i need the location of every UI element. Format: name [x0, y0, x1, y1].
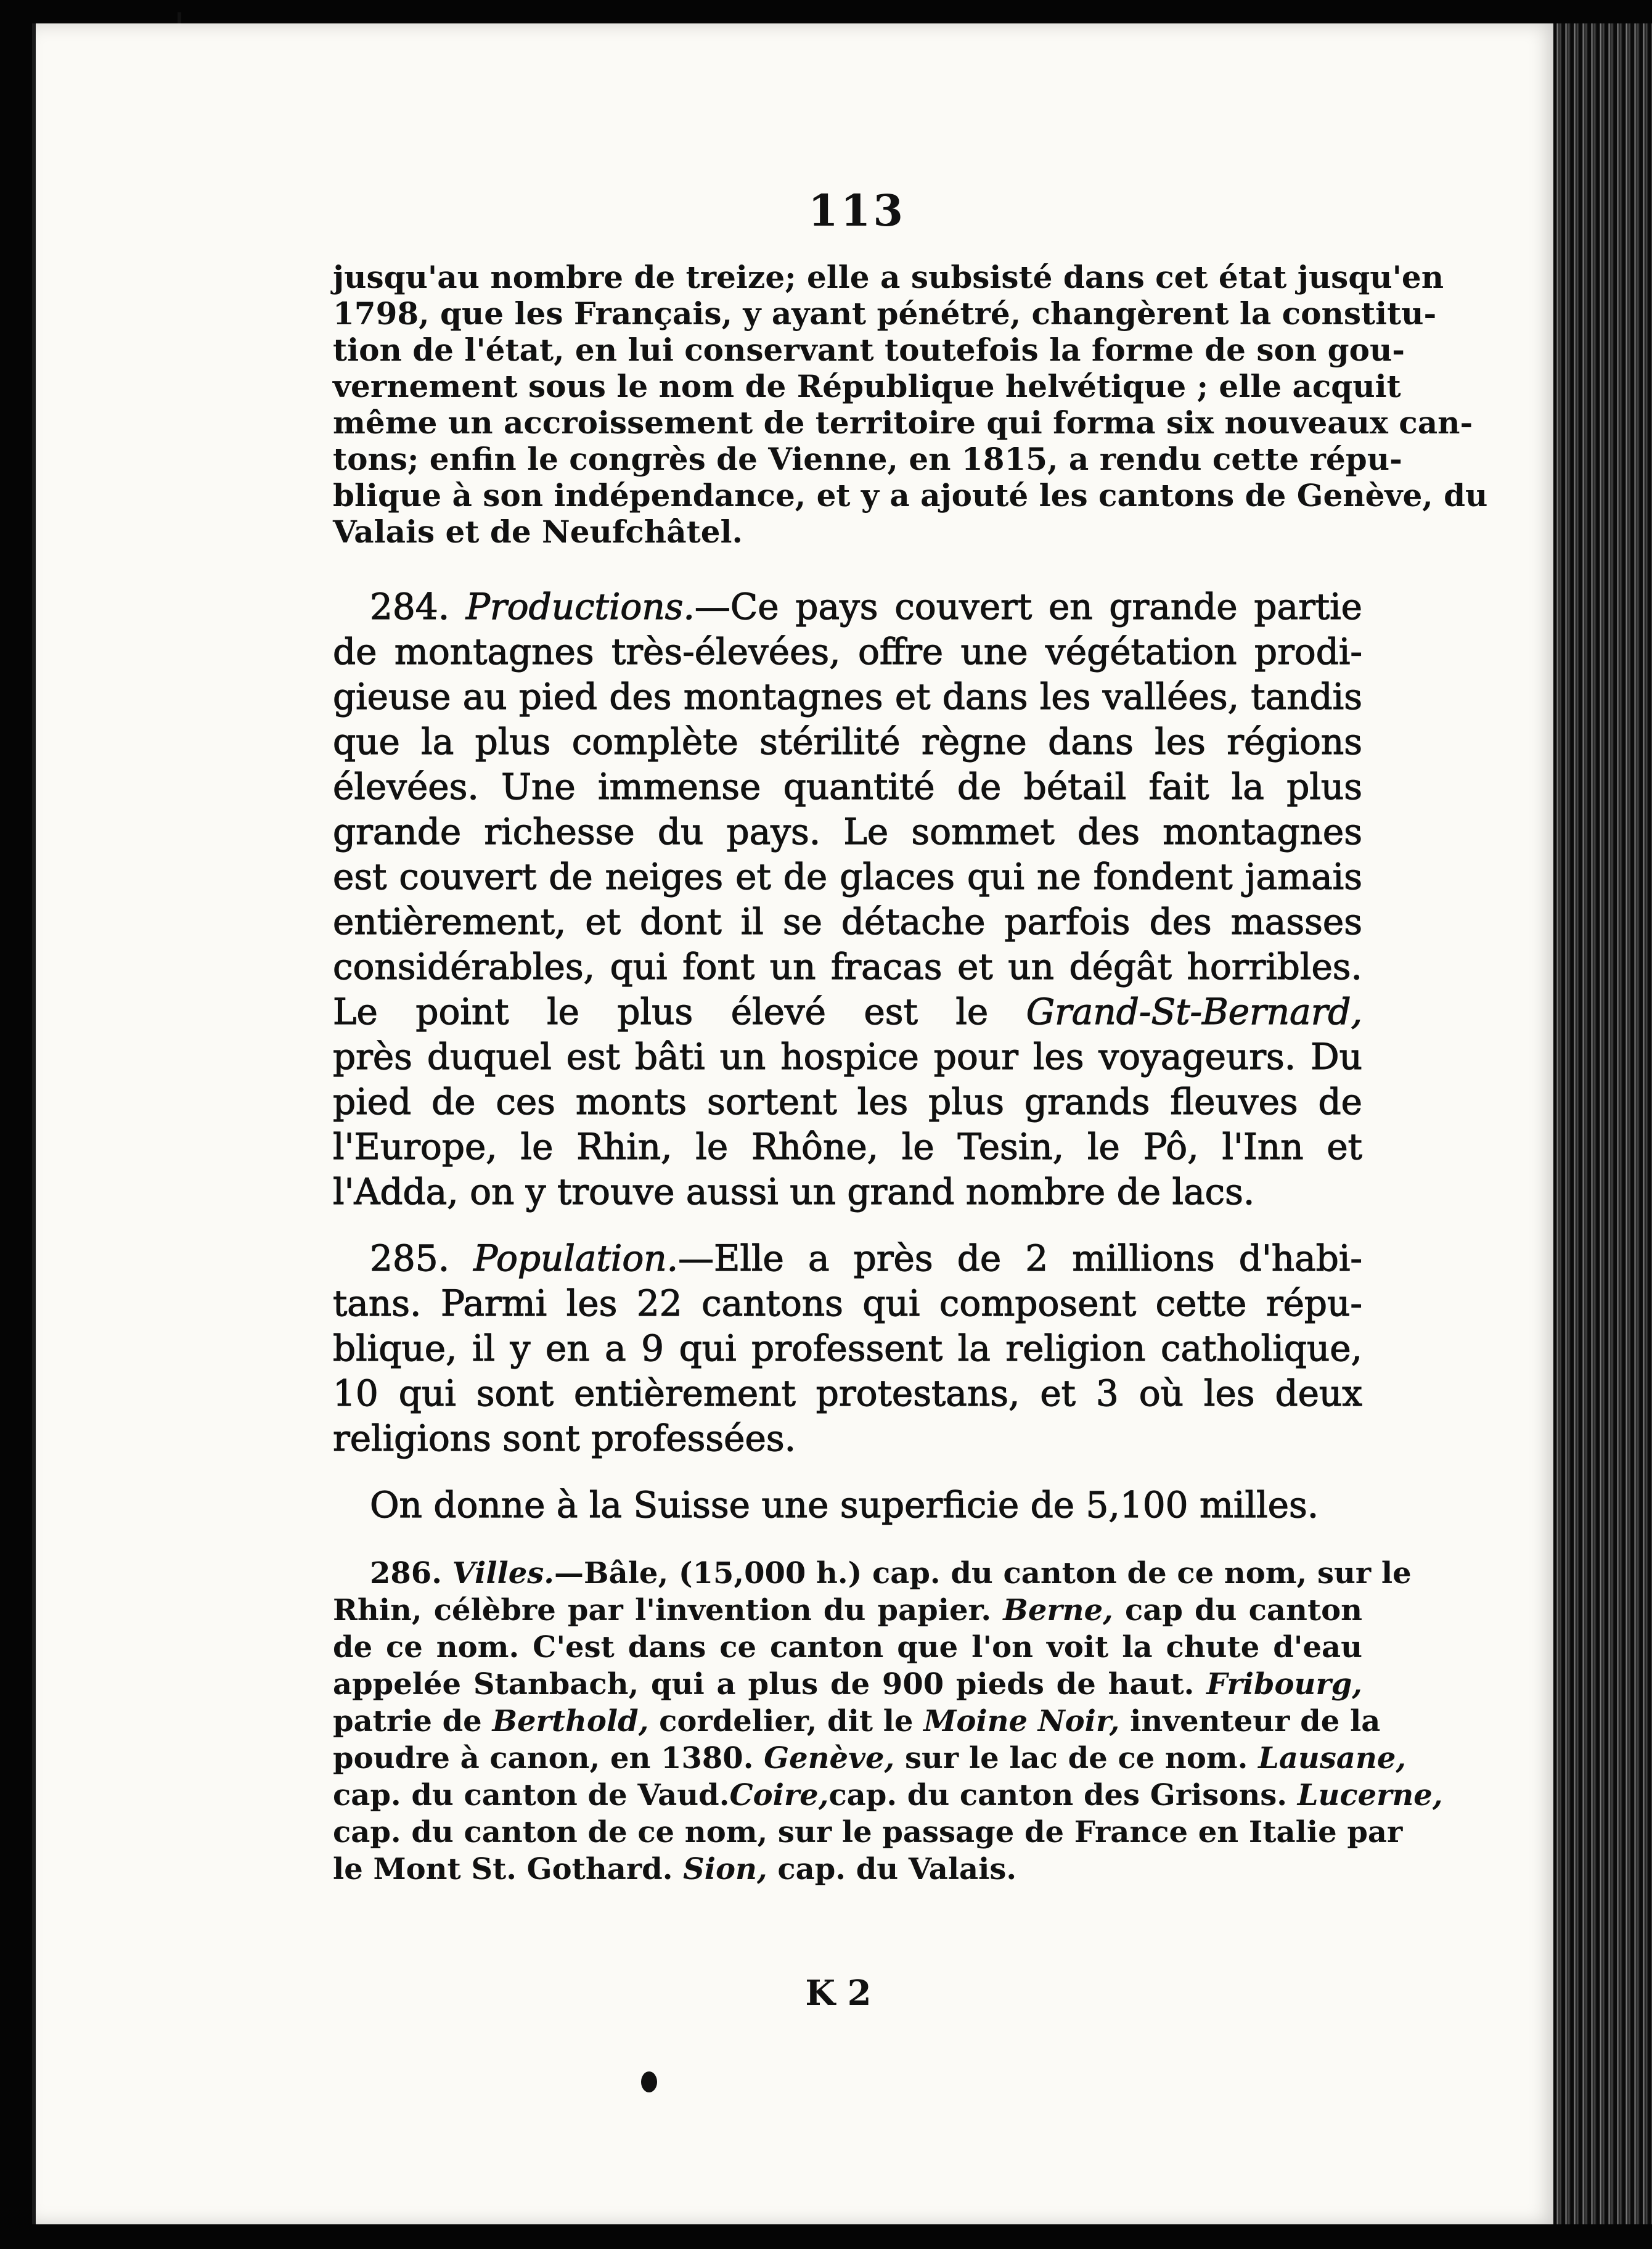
- text-line: [333, 1666, 1362, 1703]
- villes-paragraph: [333, 1555, 1443, 1888]
- text-line: vernement sous le nom de République helvétique ; elle acquit: [333, 368, 1401, 404]
- text-fragment: cap. du canton de Vaud.: [333, 1778, 730, 1813]
- section-heading-line: [333, 1236, 1362, 1281]
- text-line: [333, 1592, 1362, 1629]
- text-fragment: —Bâle, (15,000 h.) cap. du canton de ce nom, sur le: [554, 1556, 1412, 1591]
- text-fragment: cap. du canton des Grisons.: [828, 1778, 1287, 1813]
- text-fragment: —Elle a près de 2 millions d'habi-: [678, 1237, 1363, 1279]
- page-number: 113: [808, 185, 906, 236]
- city-name: Coire,: [729, 1778, 829, 1813]
- text-line: grande richesse du pays. Le sommet des montagnes: [333, 811, 1362, 853]
- text-line: Valais et de Neufchâtel.: [333, 514, 743, 550]
- text-line: [333, 1777, 1443, 1814]
- continuation-paragraph: [333, 259, 1488, 550]
- text-line: même un accroissement de territoire qui forma six nouveaux can-: [333, 404, 1473, 441]
- text-fragment: appelée Stanbach, qui a plus de 900 pieds de haut.: [333, 1667, 1195, 1702]
- text-line: tons; enfin le congrès de Vienne, en 1815, a rendu cette répu-: [333, 441, 1402, 477]
- text-line: tion de l'état, en lui conservant toutefois la forme de son gou-: [333, 332, 1405, 368]
- text-line: blique, il y en a 9 qui professent la religion catholique,: [333, 1327, 1362, 1369]
- text-fragment: Rhin, célèbre par l'invention du papier.: [333, 1593, 992, 1628]
- text-line: de ce nom. C'est dans ce canton que l'on voit la chute d'eau: [333, 1630, 1362, 1665]
- city-name: Sion,: [683, 1852, 767, 1886]
- section-title: Productions.: [465, 586, 695, 628]
- text-line: [333, 1740, 1407, 1777]
- city-name: Lucerne,: [1297, 1778, 1443, 1813]
- text-line: [333, 1703, 1381, 1740]
- text-line: 1798, que les Français, y ayant pénétré, changèrent la constitu-: [333, 295, 1437, 332]
- text-line: On donne à la Suisse une superficie de 5,100 milles.: [370, 1484, 1319, 1526]
- text-line: entièrement, et dont il se détache parfois des masses: [333, 901, 1362, 943]
- text-line: l'Europe, le Rhin, le Rhône, le Tesin, le Pô, l'Inn et: [333, 1126, 1362, 1168]
- city-name: Genève,: [764, 1741, 895, 1776]
- text-line: 10 qui sont entièrement protestans, et 3 où les deux: [333, 1372, 1362, 1414]
- text-line: religions sont professées.: [333, 1417, 796, 1459]
- text-line: tans. Parmi les 22 cantons qui composent cette répu-: [333, 1282, 1362, 1324]
- text-line: l'Adda, on y trouve aussi un grand nombre de lacs.: [333, 1171, 1255, 1213]
- text-fragment: patrie de: [333, 1704, 482, 1739]
- text-fragment: cap du canton: [1125, 1593, 1362, 1628]
- text-line: pied de ces monts sortent les plus grands fleuves de: [333, 1081, 1362, 1123]
- page-edges: [1553, 23, 1652, 2224]
- text-fragment: cordelier, dit le: [659, 1704, 914, 1739]
- text-fragment: le Mont St. Gothard.: [333, 1852, 673, 1886]
- section-title: Population.: [473, 1237, 679, 1279]
- text-line: considérables, qui font un fracas et un dégât horribles.: [333, 946, 1362, 988]
- section-number: 284.: [370, 586, 450, 628]
- text-line: de montagnes très-élevées, offre une végétation prodi-: [333, 631, 1362, 673]
- section-heading-line: [333, 1555, 1412, 1592]
- person-name: Berthold,: [492, 1704, 649, 1739]
- text-line: [333, 1851, 1362, 1888]
- text-fragment: sur le lac de ce nom.: [904, 1741, 1248, 1776]
- text-line: jusqu'au nombre de treize; elle a subsisté dans cet état jusqu'en: [333, 259, 1444, 295]
- text-fragment: inventeur de la: [1130, 1704, 1381, 1739]
- area-paragraph: [333, 1483, 1362, 1528]
- ink-dot: [641, 2071, 657, 2092]
- city-name: Berne,: [1003, 1593, 1113, 1628]
- section-number: 285.: [370, 1237, 450, 1279]
- text-fragment: poudre à canon, en 1380.: [333, 1741, 754, 1776]
- productions-paragraph: [333, 584, 1362, 1215]
- text-line: cap. du canton de ce nom, sur le passage de France en Italie par: [333, 1815, 1403, 1850]
- section-title: Villes.: [452, 1556, 554, 1591]
- city-name: Lausane,: [1258, 1741, 1407, 1776]
- text-line: blique à son indépendance, et y a ajouté les cantons de Genève, du: [333, 477, 1488, 514]
- text-line: [333, 989, 1362, 1034]
- section-heading-line: [333, 584, 1362, 629]
- text-line: gieuse au pied des montagnes et dans les vallées, tandis: [333, 676, 1362, 718]
- text-line: élevées. Une immense quantité de bétail fait la plus: [333, 766, 1362, 808]
- city-name: Fribourg,: [1206, 1667, 1362, 1702]
- text-line: est couvert de neiges et de glaces qui ne fondent jamais: [333, 856, 1362, 898]
- peak-name: Grand-St-Bernard,: [1026, 991, 1363, 1033]
- population-paragraph: [333, 1236, 1362, 1461]
- signature-mark: K 2: [805, 1973, 872, 2013]
- text-line: près duquel est bâti un hospice pour les voyageurs. Du: [333, 1036, 1362, 1078]
- text-fragment: cap. du Valais.: [777, 1852, 1017, 1886]
- person-name: Moine Noir,: [923, 1704, 1120, 1739]
- text-line: que la plus complète stérilité règne dans les régions: [333, 721, 1362, 763]
- text-fragment: —Ce pays couvert en grande partie: [694, 586, 1362, 628]
- section-number: 286.: [370, 1556, 442, 1591]
- text-fragment: Le point le plus élevé est le: [333, 991, 989, 1033]
